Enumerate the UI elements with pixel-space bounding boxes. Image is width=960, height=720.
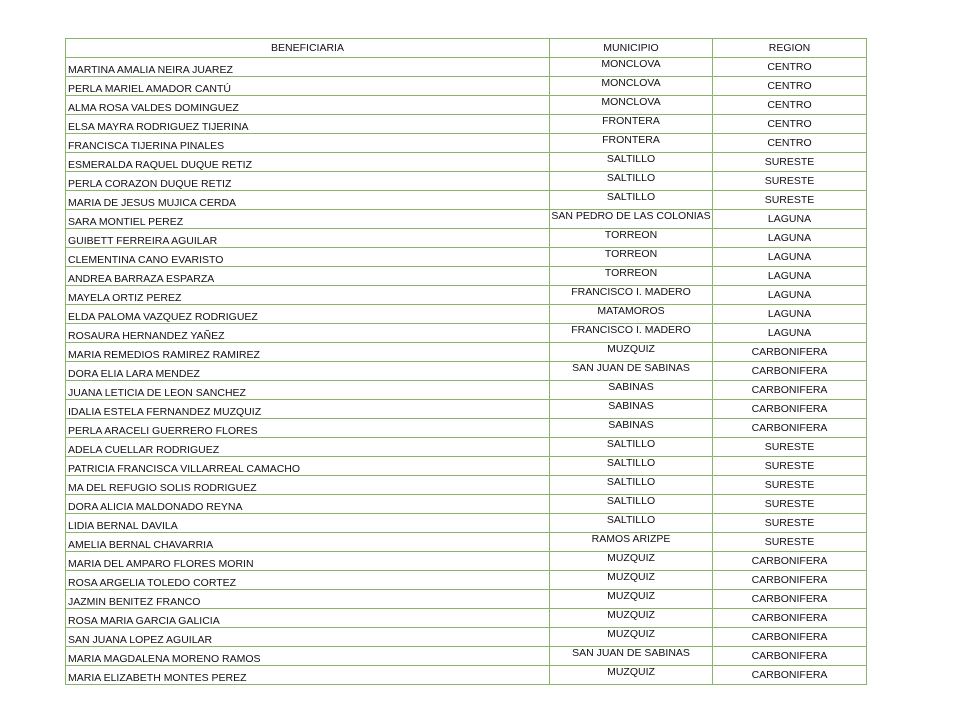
beneficiaria-cell: MARIA DEL AMPARO FLORES MORIN <box>66 552 550 571</box>
region-cell: SURESTE <box>713 533 867 552</box>
region-cell: CENTRO <box>713 134 867 153</box>
region-cell: LAGUNA <box>713 324 867 343</box>
table-row <box>66 115 867 134</box>
region-cell: CENTRO <box>713 77 867 96</box>
beneficiaria-cell: ADELA CUELLAR RODRIGUEZ <box>66 438 550 457</box>
table-row <box>66 419 867 438</box>
municipio-cell: SALTILLO <box>550 457 713 476</box>
beneficiaria-cell: PATRICIA FRANCISCA VILLARREAL CAMACHO <box>66 457 550 476</box>
beneficiaria-cell: JAZMIN BENITEZ FRANCO <box>66 590 550 609</box>
municipio-cell: MATAMOROS <box>550 305 713 324</box>
beneficiaria-cell: CLEMENTINA CANO EVARISTO <box>66 248 550 267</box>
municipio-cell: SAN JUAN DE SABINAS <box>550 362 713 381</box>
region-cell: SURESTE <box>713 172 867 191</box>
table-row <box>66 286 867 305</box>
beneficiaria-cell: MA DEL REFUGIO SOLIS RODRIGUEZ <box>66 476 550 495</box>
beneficiaria-cell: PERLA MARIEL AMADOR CANTÚ <box>66 77 550 96</box>
beneficiaria-cell: FRANCISCA TIJERINA PINALES <box>66 134 550 153</box>
region-cell: SURESTE <box>713 495 867 514</box>
region-cell: CENTRO <box>713 115 867 134</box>
table-row <box>66 153 867 172</box>
region-cell: SURESTE <box>713 514 867 533</box>
region-cell: LAGUNA <box>713 248 867 267</box>
beneficiaria-cell: ANDREA BARRAZA ESPARZA <box>66 267 550 286</box>
beneficiaria-cell: DORA ALICIA MALDONADO REYNA <box>66 495 550 514</box>
table-row <box>66 362 867 381</box>
municipio-cell: FRONTERA <box>550 115 713 134</box>
region-cell: SURESTE <box>713 438 867 457</box>
region-cell: SURESTE <box>713 191 867 210</box>
region-cell: LAGUNA <box>713 210 867 229</box>
beneficiaria-cell: SARA MONTIEL PEREZ <box>66 210 550 229</box>
table-row <box>66 58 867 77</box>
region-cell: CARBONIFERA <box>713 343 867 362</box>
table-row <box>66 533 867 552</box>
table-row <box>66 590 867 609</box>
beneficiaria-cell: ESMERALDA RAQUEL DUQUE RETIZ <box>66 153 550 172</box>
region-cell: CARBONIFERA <box>713 628 867 647</box>
municipio-cell: SALTILLO <box>550 438 713 457</box>
municipio-cell: MUZQUIZ <box>550 571 713 590</box>
beneficiaria-cell: MARTINA AMALIA NEIRA JUAREZ <box>66 58 550 77</box>
region-cell: CARBONIFERA <box>713 419 867 438</box>
table-row <box>66 628 867 647</box>
table-row <box>66 552 867 571</box>
municipio-cell: MUZQUIZ <box>550 628 713 647</box>
region-cell: SURESTE <box>713 153 867 172</box>
beneficiaria-cell: AMELIA BERNAL CHAVARRIA <box>66 533 550 552</box>
table-row <box>66 381 867 400</box>
municipio-cell: TORREON <box>550 229 713 248</box>
municipio-cell: MUZQUIZ <box>550 666 713 685</box>
beneficiary-sheet <box>65 38 866 685</box>
region-cell: LAGUNA <box>713 267 867 286</box>
table-row <box>66 476 867 495</box>
municipio-cell: MONCLOVA <box>550 96 713 115</box>
beneficiaria-cell: ROSAURA HERNANDEZ YAÑEZ <box>66 324 550 343</box>
table-row <box>66 400 867 419</box>
municipio-cell: MONCLOVA <box>550 58 713 77</box>
table-row <box>66 134 867 153</box>
table-row <box>66 172 867 191</box>
header-municipio: MUNICIPIO <box>550 39 713 58</box>
header-row <box>66 39 867 58</box>
municipio-cell: SABINAS <box>550 400 713 419</box>
beneficiary-table <box>65 38 867 685</box>
municipio-cell: SABINAS <box>550 419 713 438</box>
table-row <box>66 571 867 590</box>
beneficiaria-cell: IDALIA ESTELA FERNANDEZ MUZQUIZ <box>66 400 550 419</box>
beneficiaria-cell: MAYELA ORTIZ PEREZ <box>66 286 550 305</box>
region-cell: CARBONIFERA <box>713 609 867 628</box>
region-cell: SURESTE <box>713 476 867 495</box>
municipio-cell: TORREON <box>550 267 713 286</box>
region-cell: CARBONIFERA <box>713 381 867 400</box>
table-row <box>66 457 867 476</box>
region-cell: CENTRO <box>713 58 867 77</box>
beneficiaria-cell: ELDA PALOMA VAZQUEZ RODRIGUEZ <box>66 305 550 324</box>
table-row <box>66 324 867 343</box>
beneficiaria-cell: MARIA MAGDALENA MORENO RAMOS <box>66 647 550 666</box>
table-row <box>66 495 867 514</box>
region-cell: LAGUNA <box>713 286 867 305</box>
header-beneficiaria: BENEFICIARIA <box>66 39 550 58</box>
region-cell: LAGUNA <box>713 305 867 324</box>
region-cell: CARBONIFERA <box>713 552 867 571</box>
table-row <box>66 210 867 229</box>
region-cell: CENTRO <box>713 96 867 115</box>
municipio-cell: MUZQUIZ <box>550 609 713 628</box>
table-row <box>66 438 867 457</box>
municipio-cell: SALTILLO <box>550 153 713 172</box>
region-cell: SURESTE <box>713 457 867 476</box>
beneficiaria-cell: LIDIA BERNAL DAVILA <box>66 514 550 533</box>
municipio-cell: SALTILLO <box>550 172 713 191</box>
table-row <box>66 229 867 248</box>
municipio-cell: FRONTERA <box>550 134 713 153</box>
municipio-cell: MUZQUIZ <box>550 590 713 609</box>
beneficiaria-cell: MARIA ELIZABETH MONTES PEREZ <box>66 666 550 685</box>
municipio-cell: TORREON <box>550 248 713 267</box>
beneficiaria-cell: DORA ELIA LARA MENDEZ <box>66 362 550 381</box>
municipio-cell: MONCLOVA <box>550 77 713 96</box>
table-row <box>66 77 867 96</box>
municipio-cell: SALTILLO <box>550 495 713 514</box>
header-region: REGION <box>713 39 867 58</box>
beneficiaria-cell: ROSA ARGELIA TOLEDO CORTEZ <box>66 571 550 590</box>
table-row <box>66 647 867 666</box>
region-cell: CARBONIFERA <box>713 400 867 419</box>
beneficiaria-cell: JUANA LETICIA DE LEON SANCHEZ <box>66 381 550 400</box>
municipio-cell: FRANCISCO I. MADERO <box>550 324 713 343</box>
municipio-cell: MUZQUIZ <box>550 343 713 362</box>
table-row <box>66 305 867 324</box>
beneficiaria-cell: PERLA ARACELI GUERRERO FLORES <box>66 419 550 438</box>
region-cell: CARBONIFERA <box>713 571 867 590</box>
municipio-cell: SAN JUAN DE SABINAS <box>550 647 713 666</box>
municipio-cell: SALTILLO <box>550 514 713 533</box>
table-row <box>66 267 867 286</box>
municipio-cell: SAN PEDRO DE LAS COLONIAS <box>550 210 713 229</box>
table-row <box>66 514 867 533</box>
beneficiaria-cell: SAN JUANA LOPEZ AGUILAR <box>66 628 550 647</box>
region-cell: CARBONIFERA <box>713 590 867 609</box>
table-row <box>66 248 867 267</box>
municipio-cell: MUZQUIZ <box>550 552 713 571</box>
beneficiaria-cell: PERLA CORAZON DUQUE RETIZ <box>66 172 550 191</box>
beneficiaria-cell: ELSA MAYRA RODRIGUEZ TIJERINA <box>66 115 550 134</box>
beneficiaria-cell: GUIBETT FERREIRA AGUILAR <box>66 229 550 248</box>
region-cell: LAGUNA <box>713 229 867 248</box>
table-row <box>66 666 867 685</box>
municipio-cell: RAMOS ARIZPE <box>550 533 713 552</box>
table-row <box>66 343 867 362</box>
table-row <box>66 96 867 115</box>
municipio-cell: SALTILLO <box>550 476 713 495</box>
beneficiaria-cell: MARIA DE JESUS MUJICA CERDA <box>66 191 550 210</box>
table-row <box>66 191 867 210</box>
municipio-cell: SALTILLO <box>550 191 713 210</box>
beneficiaria-cell: ALMA ROSA VALDES DOMINGUEZ <box>66 96 550 115</box>
region-cell: CARBONIFERA <box>713 647 867 666</box>
table-row <box>66 609 867 628</box>
beneficiaria-cell: MARIA REMEDIOS RAMIREZ RAMIREZ <box>66 343 550 362</box>
table-body <box>66 58 867 685</box>
beneficiaria-cell: ROSA MARIA GARCIA GALICIA <box>66 609 550 628</box>
municipio-cell: SABINAS <box>550 381 713 400</box>
municipio-cell: FRANCISCO I. MADERO <box>550 286 713 305</box>
region-cell: CARBONIFERA <box>713 666 867 685</box>
region-cell: CARBONIFERA <box>713 362 867 381</box>
